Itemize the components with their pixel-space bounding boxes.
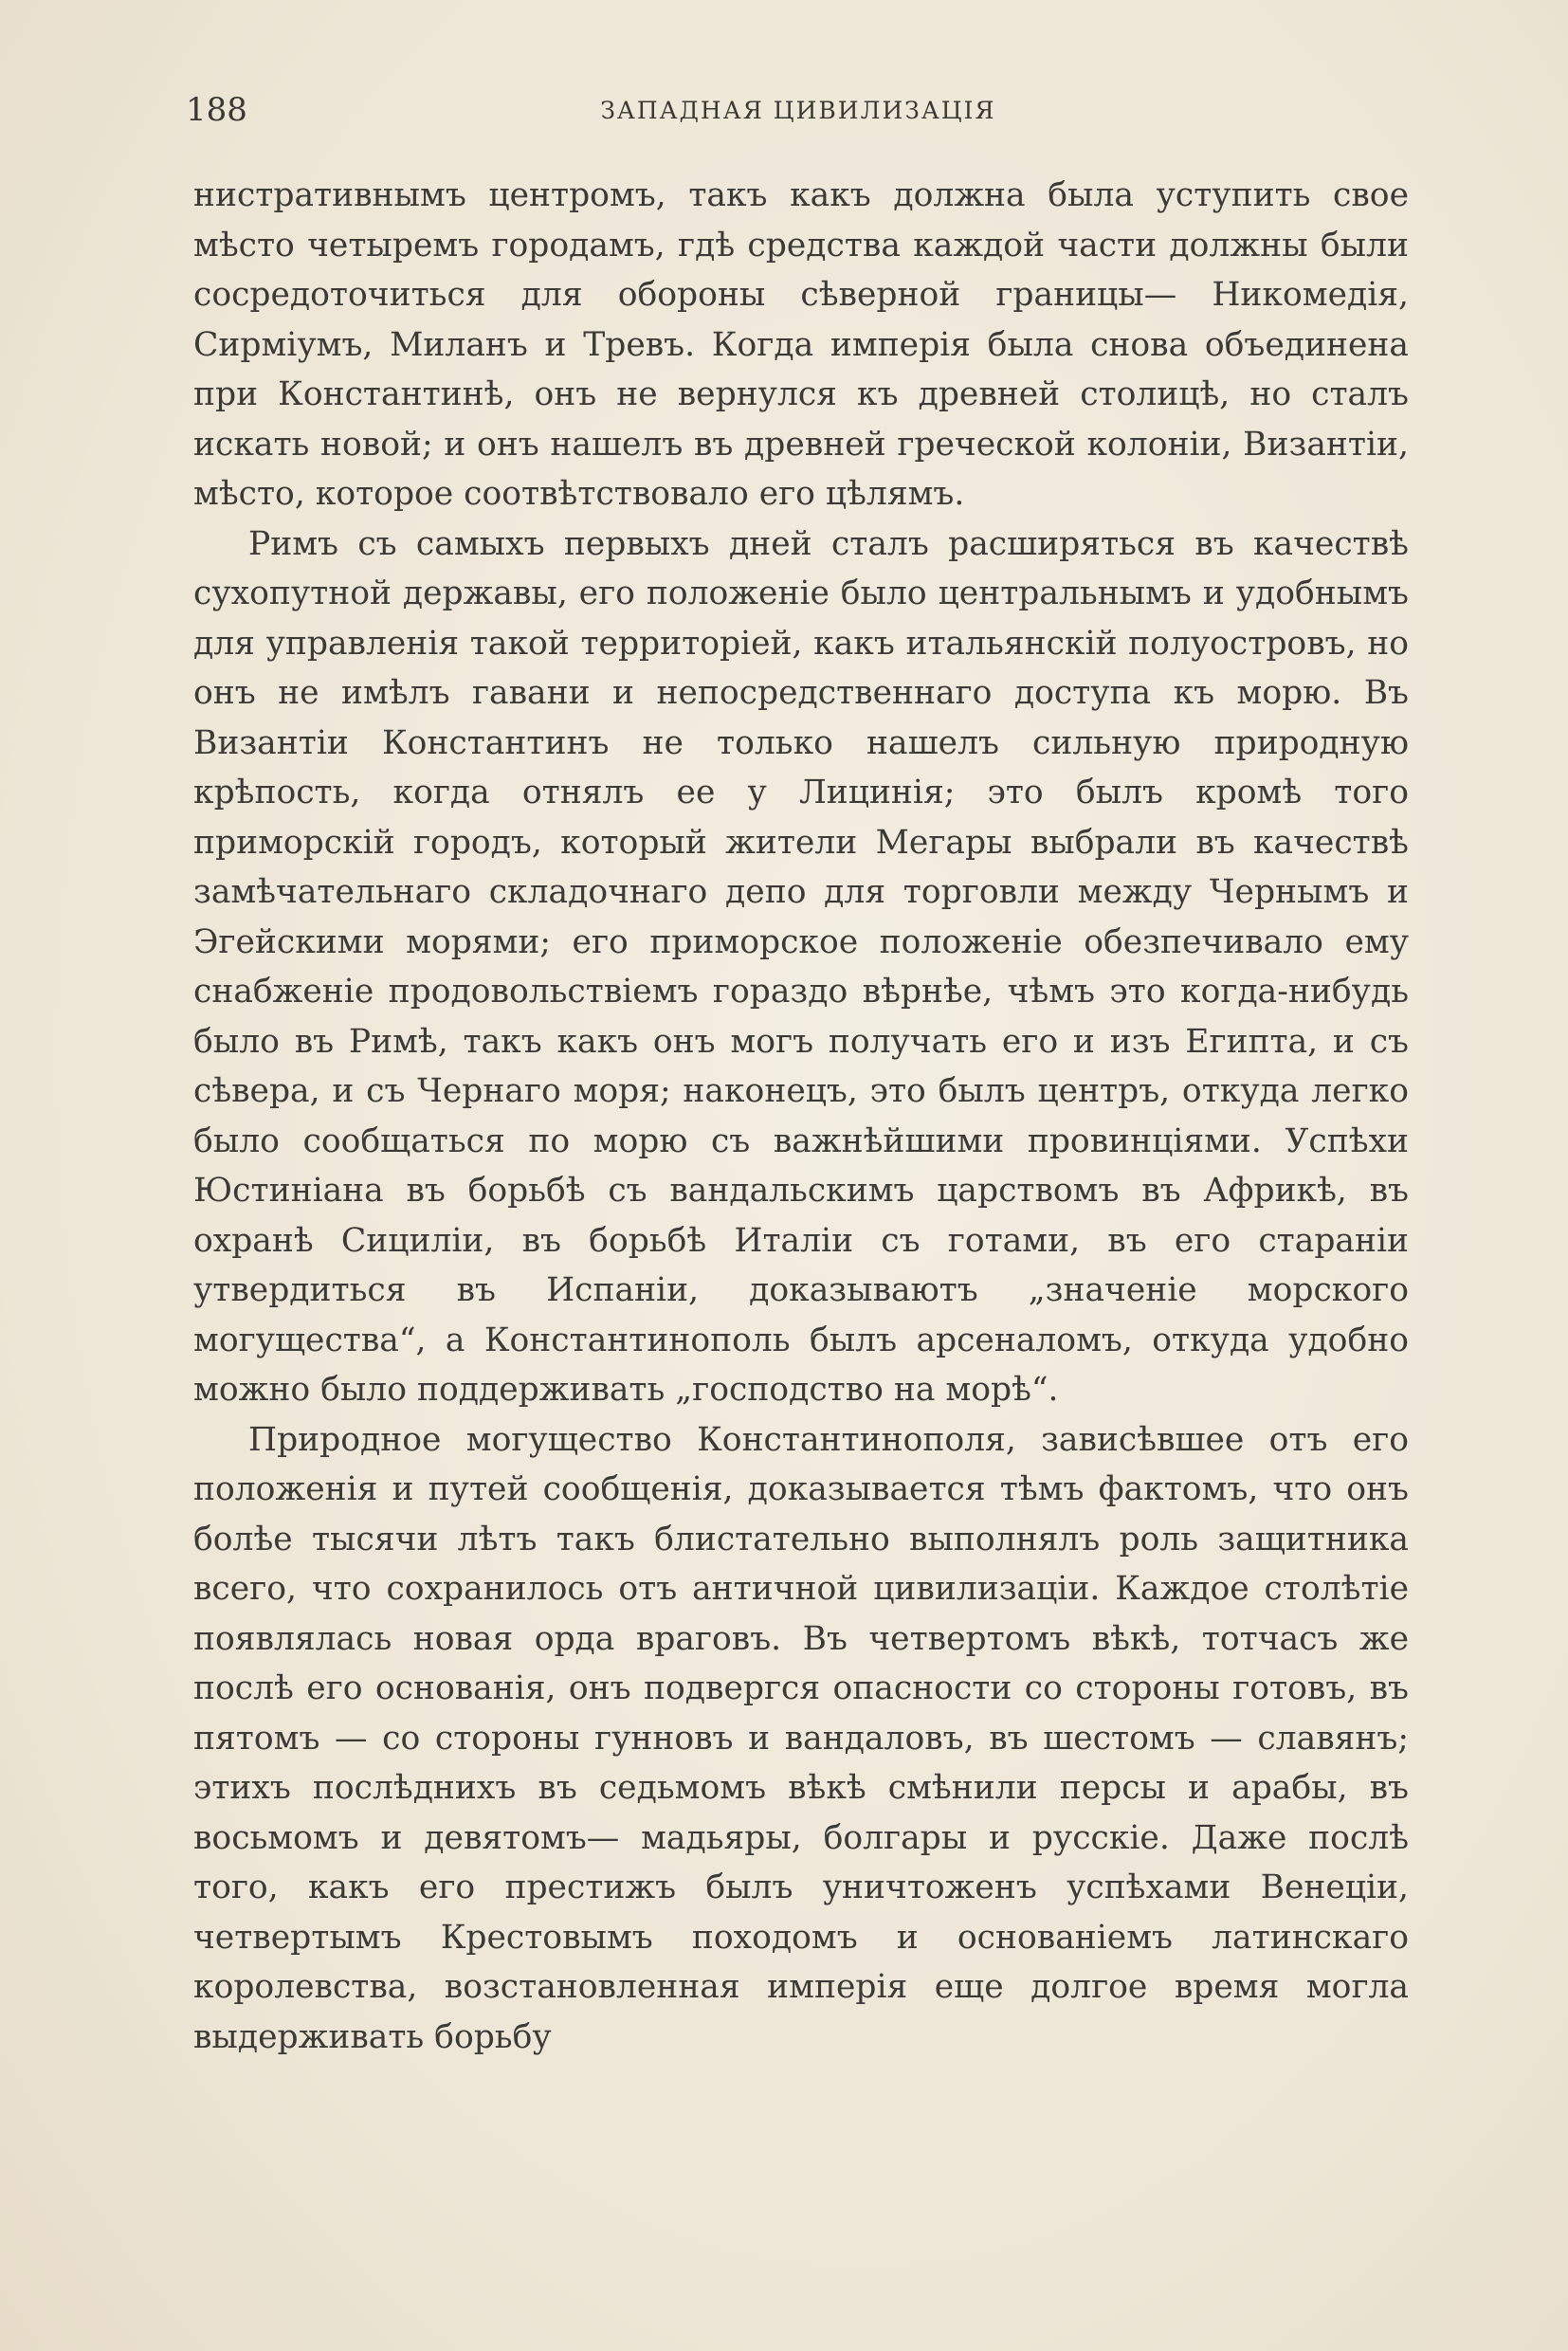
paragraph-1: нистративнымъ центромъ, такъ какъ должна была уступить свое мѣсто четыремъ городамъ, гдѣ средства каждой части должны были сосредоточиться для обороны сѣверной границы— Никомедія, Сирміумъ, Миланъ и Тревъ. Когда имперія была снова объединена при Константинѣ, онъ не вернулся къ древней столицѣ, но сталъ искать новой; и онъ нашелъ въ древней греческой колоніи, Византіи, мѣсто, которое соотвѣтствовало его цѣлямъ. <box>193 176 1409 513</box>
page-header <box>186 91 1411 138</box>
body-text <box>193 171 1409 2062</box>
paragraph-2: Римъ съ самыхъ первыхъ дней сталъ расширяться въ качествѣ сухопутной державы, его положеніе было центральнымъ и удобнымъ для управленія такой территоріей, какъ итальянскій полуостровъ, но онъ не имѣлъ гавани и непосредственнаго доступа къ морю. Въ Византіи Константинъ не только нашелъ сильную природную крѣпость, когда отнялъ ее у Лицинія; это былъ кромѣ того приморскій городъ, который жители Мегары выбрали въ качествѣ замѣчательнаго складочнаго депо для торговли между Чернымъ и Эгейскими морями; его приморское положеніе обезпечивало ему снабженіе продовольствіемъ гораздо вѣрнѣе, чѣмъ это когда-нибудь было въ Римѣ, такъ какъ онъ могъ получать его и изъ Египта, и съ сѣвера, и съ Чернаго моря; наконецъ, это былъ центръ, откуда легко было сообщаться по морю съ важнѣйшими провинціями. Успѣхи Юстиніана въ борьбѣ съ вандальскимъ царствомъ въ Африкѣ, въ охранѣ Сициліи, въ борьбѣ Италіи съ готами, въ его стараніи утвердиться въ Испаніи, доказываютъ „значеніе морского могущества“, а Константинополь былъ арсеналомъ, откуда удобно можно было поддерживать „господство на морѣ“. <box>193 524 1409 1409</box>
page-number: 188 <box>186 91 247 129</box>
running-title: ЗАПАДНАЯ ЦИВИЛИЗАЦІЯ <box>600 97 996 124</box>
paragraph-3: Природное могущество Константинополя, зависѣвшее отъ его положенія и путей сообщенія, доказывается тѣмъ фактомъ, что онъ болѣе тысячи лѣтъ такъ блистательно выполнялъ роль защитника всего, что сохранилось отъ античной цивилизаціи. Каждое столѣтіе появлялась новая орда враговъ. Въ четвертомъ вѣкѣ, тотчасъ же послѣ его основанія, онъ подвергся опасности со стороны готовъ, въ пятомъ — со стороны гунновъ и вандаловъ, въ шестомъ — славянъ; этихъ послѣднихъ въ седьмомъ вѣкѣ смѣнили персы и арабы, въ восьмомъ и девятомъ— мадьяры, болгары и русскіе. Даже послѣ того, какъ его престижъ былъ уничтоженъ успѣхами Венеціи, четвертымъ Крестовымъ походомъ и основаніемъ латинскаго королевства, возстановленная имперія еще долгое время могла выдерживать борьбу <box>193 1420 1409 2056</box>
